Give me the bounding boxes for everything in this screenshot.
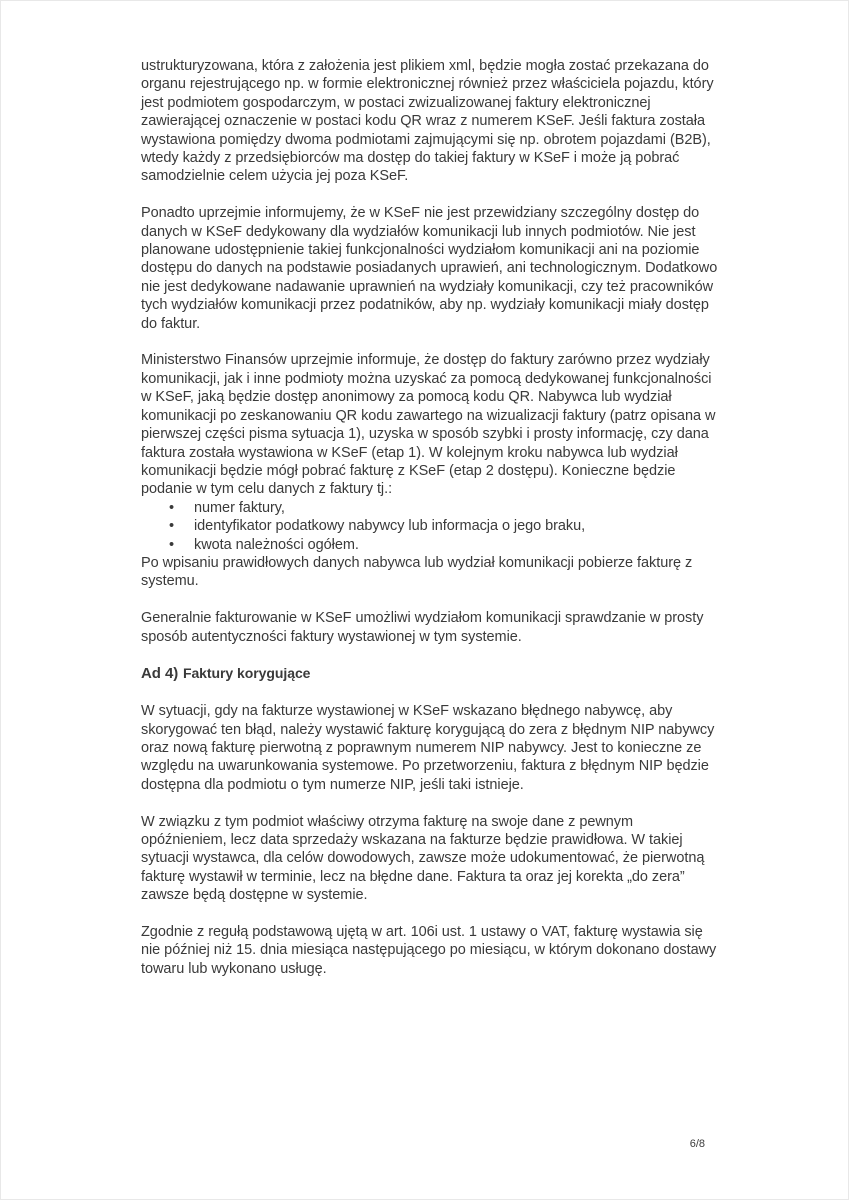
heading-prefix: Ad 4)	[141, 665, 179, 683]
page-number: 6/8	[689, 1138, 705, 1150]
bullet-item: • numer faktury,	[141, 499, 721, 517]
paragraph-intro: ustrukturyzowana, która z założenia jest plikiem xml, będzie mogła zostać przekazana do organu rejestrującego np. w formie elektronicznej również przez właściciela pojazdu, który jest podmiotem gospodarczym, w postaci zwizualizowanej faktury elektronicznej zawierającej oznaczenie w postaci kodu QR wraz z numerem KSeF. Jeśli faktura została wystawiona pomiędzy dwoma podmiotami zajmującymi się np. obrotem pojazdami (B2B), wtedy każdy z przedsiębiorców ma dostęp do takiej faktury w KSeF i może ją pobrać samodzielnie celem użycia jej poza KSeF.	[141, 58, 714, 185]
paragraph-download-after-data: Po wpisaniu prawidłowych danych nabywca lub wydział komunikacji pobierze fakturę z systemu.	[141, 554, 693, 590]
bullet-item: • kwota należności ogółem.	[141, 536, 721, 554]
paragraph-no-special-access: Ponadto uprzejmie informujemy, że w KSeF nie jest przewidziany szczególny dostęp do danych w KSeF dedykowany dla wydziałów komunikacji lub innych podmiotów. Nie jest planowane udostępnienie takiej funkcjonalności wydziałom komunikacji ani na poziomie dostępu do danych na podstawie posiadanych uprawień, ani technologicznym. Dodatkowo nie jest dedykowane nadawanie uprawnień na wydziały komunikacji, czy też pracowników tych wydziałów komunikacji przez podatników, aby np. wydziały komunikacji miały dostęp do faktur.	[141, 205, 718, 332]
paragraph-wrong-buyer: W sytuacji, gdy na fakturze wystawionej w KSeF wskazano błędnego nabywcę, aby skorygować ten błąd, należy wystawić fakturę korygującą do zera z błędnym NIP nabywcy oraz nową fakturę pierwotną z poprawnym numerem NIP nabywcy. Jest to konieczne ze względu na uwarunkowania systemowe. Po przetworzeniu, faktura z błędnym NIP będzie dostępna dla podmiotu o tym numerze NIP, jeśli taki istnieje.	[141, 703, 715, 793]
paragraph-qr-access: Ministerstwo Finansów uprzejmie informuje, że dostęp do faktury zarówno przez wydziały komunikacji, jak i inne podmioty można uzyskać za pomocą dedykowanej funkcjonalności w KSeF, jaką będzie dostęp anonimowy za pomocą kodu QR. Nabywca lub wydział komunikacji po zeskanowaniu QR kodu zawartego na wizualizacji faktury (patrz opisana w pierwszej części pisma sytuacja 1), uzyska w sposób szybki i prosty informację, czy dana faktura została wystawiona w KSeF (etap 1). W kolejnym kroku nabywca lub wydział komunikacji będzie mógł pobrać fakturę z KSeF (etap 2 dostępu). Konieczne będzie podanie w tym celu danych z faktury tj.:	[141, 352, 716, 498]
bullet-item: • identyfikator podatkowy nabywcy lub informacja o jego braku,	[141, 517, 721, 535]
paragraph-authenticity: Generalnie fakturowanie w KSeF umożliwi wydziałom komunikacji sprawdzanie w prosty sposób autentyczności faktury wystawionej w tym systemie.	[141, 610, 704, 645]
document-body	[141, 57, 721, 997]
paragraph-vat-rule: Zgodnie z regułą podstawową ujętą w art. 106i ust. 1 ustawy o VAT, fakturę wystawia się nie później niż 15. dnia miesiąca następującego po miesiącu, w którym dokonano dostawy towaru lub wykonano usługę.	[141, 923, 717, 977]
heading-label: Faktury korygujące	[182, 665, 311, 682]
paragraph-delayed-invoice: W związku z tym podmiot właściwy otrzyma fakturę na swoje dane z pewnym opóźnieniem, lecz data sprzedaży wskazana na fakturze będzie prawidłowa. W takiej sytuacji wystawca, dla celów dowodowych, zawsze może udokumentować, że pierwotną fakturę wystawił w terminie, lecz na błędne dane. Faktura ta oraz jej korekta „do zera” zawsze będą dostępne w systemie.	[141, 813, 705, 904]
section-heading	[141, 664, 721, 683]
bullet-list	[141, 499, 721, 554]
